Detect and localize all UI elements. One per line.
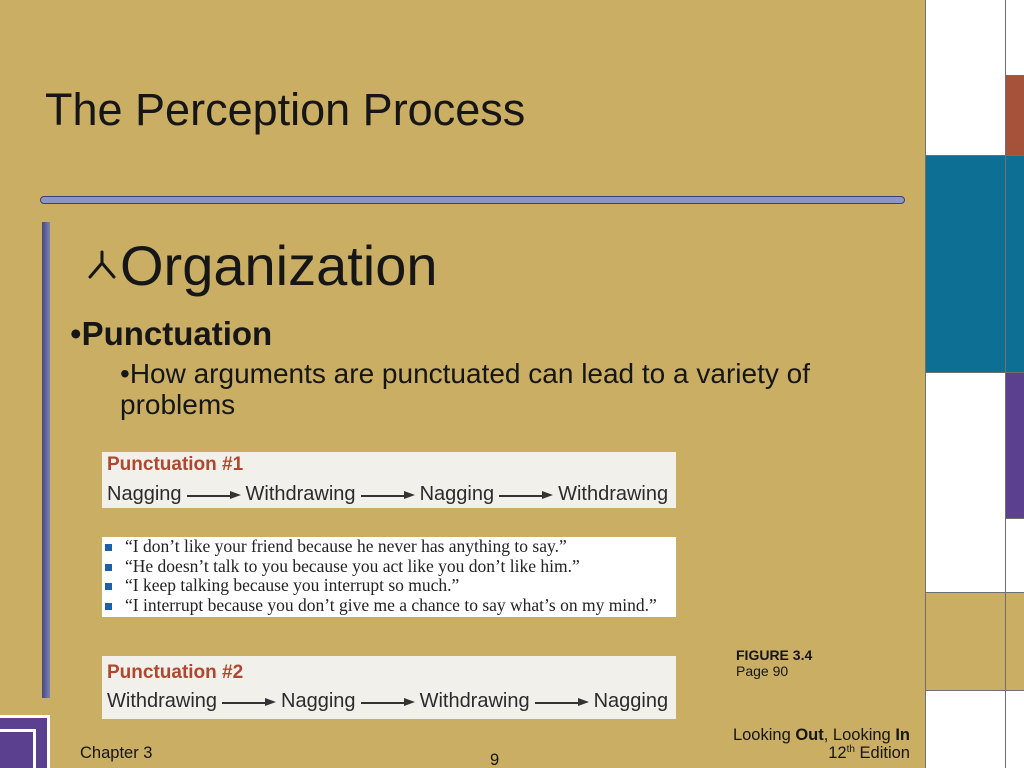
bullet-marker: • xyxy=(70,315,82,352)
decor-strip-teal xyxy=(1005,155,1024,372)
sequence-step: Withdrawing xyxy=(107,690,218,712)
footer-chapter: Chapter 3 xyxy=(80,744,153,762)
arrow-right-icon xyxy=(499,484,553,504)
sequence-row xyxy=(107,691,668,711)
bullet-level2-text: How arguments are punctuated can lead to a variety of problems xyxy=(120,358,810,420)
arrow-shaft xyxy=(361,702,405,704)
arrow-right-icon xyxy=(187,484,241,504)
decor-block-white-bottom xyxy=(925,690,1005,768)
arrow-head xyxy=(578,698,589,706)
figure-panel-quotes xyxy=(102,537,676,617)
arrow-head xyxy=(404,491,415,499)
footer-slide-number: 9 xyxy=(490,751,500,768)
decor-strip-white-bottom xyxy=(1005,690,1024,768)
quote-text: “I don’t like your friend because he never has anything to say.” xyxy=(125,536,567,556)
decor-strip-tan xyxy=(1005,592,1024,690)
arrow-shaft xyxy=(499,495,543,497)
arrow-right-icon xyxy=(222,691,276,711)
book-title-emphasis: In xyxy=(895,726,910,744)
arrow-head xyxy=(230,491,241,499)
quote-item xyxy=(102,576,676,596)
quote-text: “I interrupt because you don’t give me a chance to say what’s on my mind.” xyxy=(125,594,657,615)
edition-number: 12 xyxy=(828,744,847,762)
bullet-marker: • xyxy=(120,358,130,389)
panel-title: Punctuation #1 xyxy=(107,454,244,475)
quote-item xyxy=(102,557,676,577)
arrow-head xyxy=(404,698,415,706)
arrow-shaft xyxy=(361,495,405,497)
inverted-y-bullet-icon xyxy=(87,250,117,280)
quote-text: “He doesn’t talk to you because you act like you don’t like him.” xyxy=(125,555,580,576)
bullet-icon-stroke xyxy=(90,252,114,277)
figure-caption: FIGURE 3.4 xyxy=(736,647,813,663)
sequence-step: Nagging xyxy=(419,483,495,505)
arrow-head xyxy=(265,698,276,706)
slide-title: The Perception Process xyxy=(45,84,526,135)
corner-decoration xyxy=(0,715,50,768)
book-title-part: Looking xyxy=(732,726,796,744)
title-divider-bar xyxy=(40,196,905,204)
square-bullet-icon xyxy=(105,583,112,590)
bullet-level1-text: Punctuation xyxy=(81,315,273,352)
panel-title: Punctuation #2 xyxy=(107,662,244,683)
quote-list xyxy=(102,537,676,615)
sequence-step: Withdrawing xyxy=(558,483,669,505)
decor-strip-purple xyxy=(1005,372,1024,518)
book-title-part: , Looking xyxy=(823,726,896,744)
edition-suffix: th xyxy=(846,744,855,755)
sequence-step: Nagging xyxy=(281,690,356,712)
decor-strip-rust xyxy=(1005,75,1024,155)
book-title-line xyxy=(733,726,910,744)
quote-item xyxy=(102,596,676,616)
sequence-step: Withdrawing xyxy=(419,690,530,712)
arrow-head xyxy=(542,491,553,499)
decor-block-tan xyxy=(925,592,1005,690)
edition-line xyxy=(733,744,910,762)
footer-book-title xyxy=(733,726,910,762)
arrow-shaft xyxy=(222,702,266,704)
figure-panel-punctuation-1 xyxy=(102,452,676,508)
arrow-right-icon xyxy=(535,691,589,711)
decor-strip-white-middle xyxy=(1005,518,1024,592)
arrow-shaft xyxy=(535,702,579,704)
arrow-right-icon xyxy=(361,691,415,711)
heading-organization: Organization xyxy=(120,234,438,297)
bullet-level1 xyxy=(70,317,272,350)
figure-panel-punctuation-2 xyxy=(102,656,676,719)
arrow-right-icon xyxy=(361,484,415,504)
sequence-step: Nagging xyxy=(593,690,669,712)
content-side-bar xyxy=(42,222,50,698)
square-bullet-icon xyxy=(105,564,112,571)
decor-block-teal xyxy=(925,155,1005,372)
bullet-level2 xyxy=(120,358,840,420)
decor-block-white-top xyxy=(925,0,1005,155)
quote-item xyxy=(102,537,676,557)
sequence-step: Nagging xyxy=(107,483,182,505)
square-bullet-icon xyxy=(105,544,112,551)
square-bullet-icon xyxy=(105,603,112,610)
decor-strip-white-top xyxy=(1005,0,1024,75)
arrow-shaft xyxy=(187,495,231,497)
decor-block-white-middle xyxy=(925,372,1005,592)
edition-word: Edition xyxy=(854,744,910,762)
corner-decoration-inner-square xyxy=(0,729,36,768)
book-title-emphasis: Out xyxy=(795,726,824,744)
figure-page-reference: Page 90 xyxy=(736,663,789,679)
sequence-step: Withdrawing xyxy=(245,483,356,505)
quote-text: “I keep talking because you interrupt so much.” xyxy=(125,575,460,595)
sequence-row xyxy=(107,484,668,504)
